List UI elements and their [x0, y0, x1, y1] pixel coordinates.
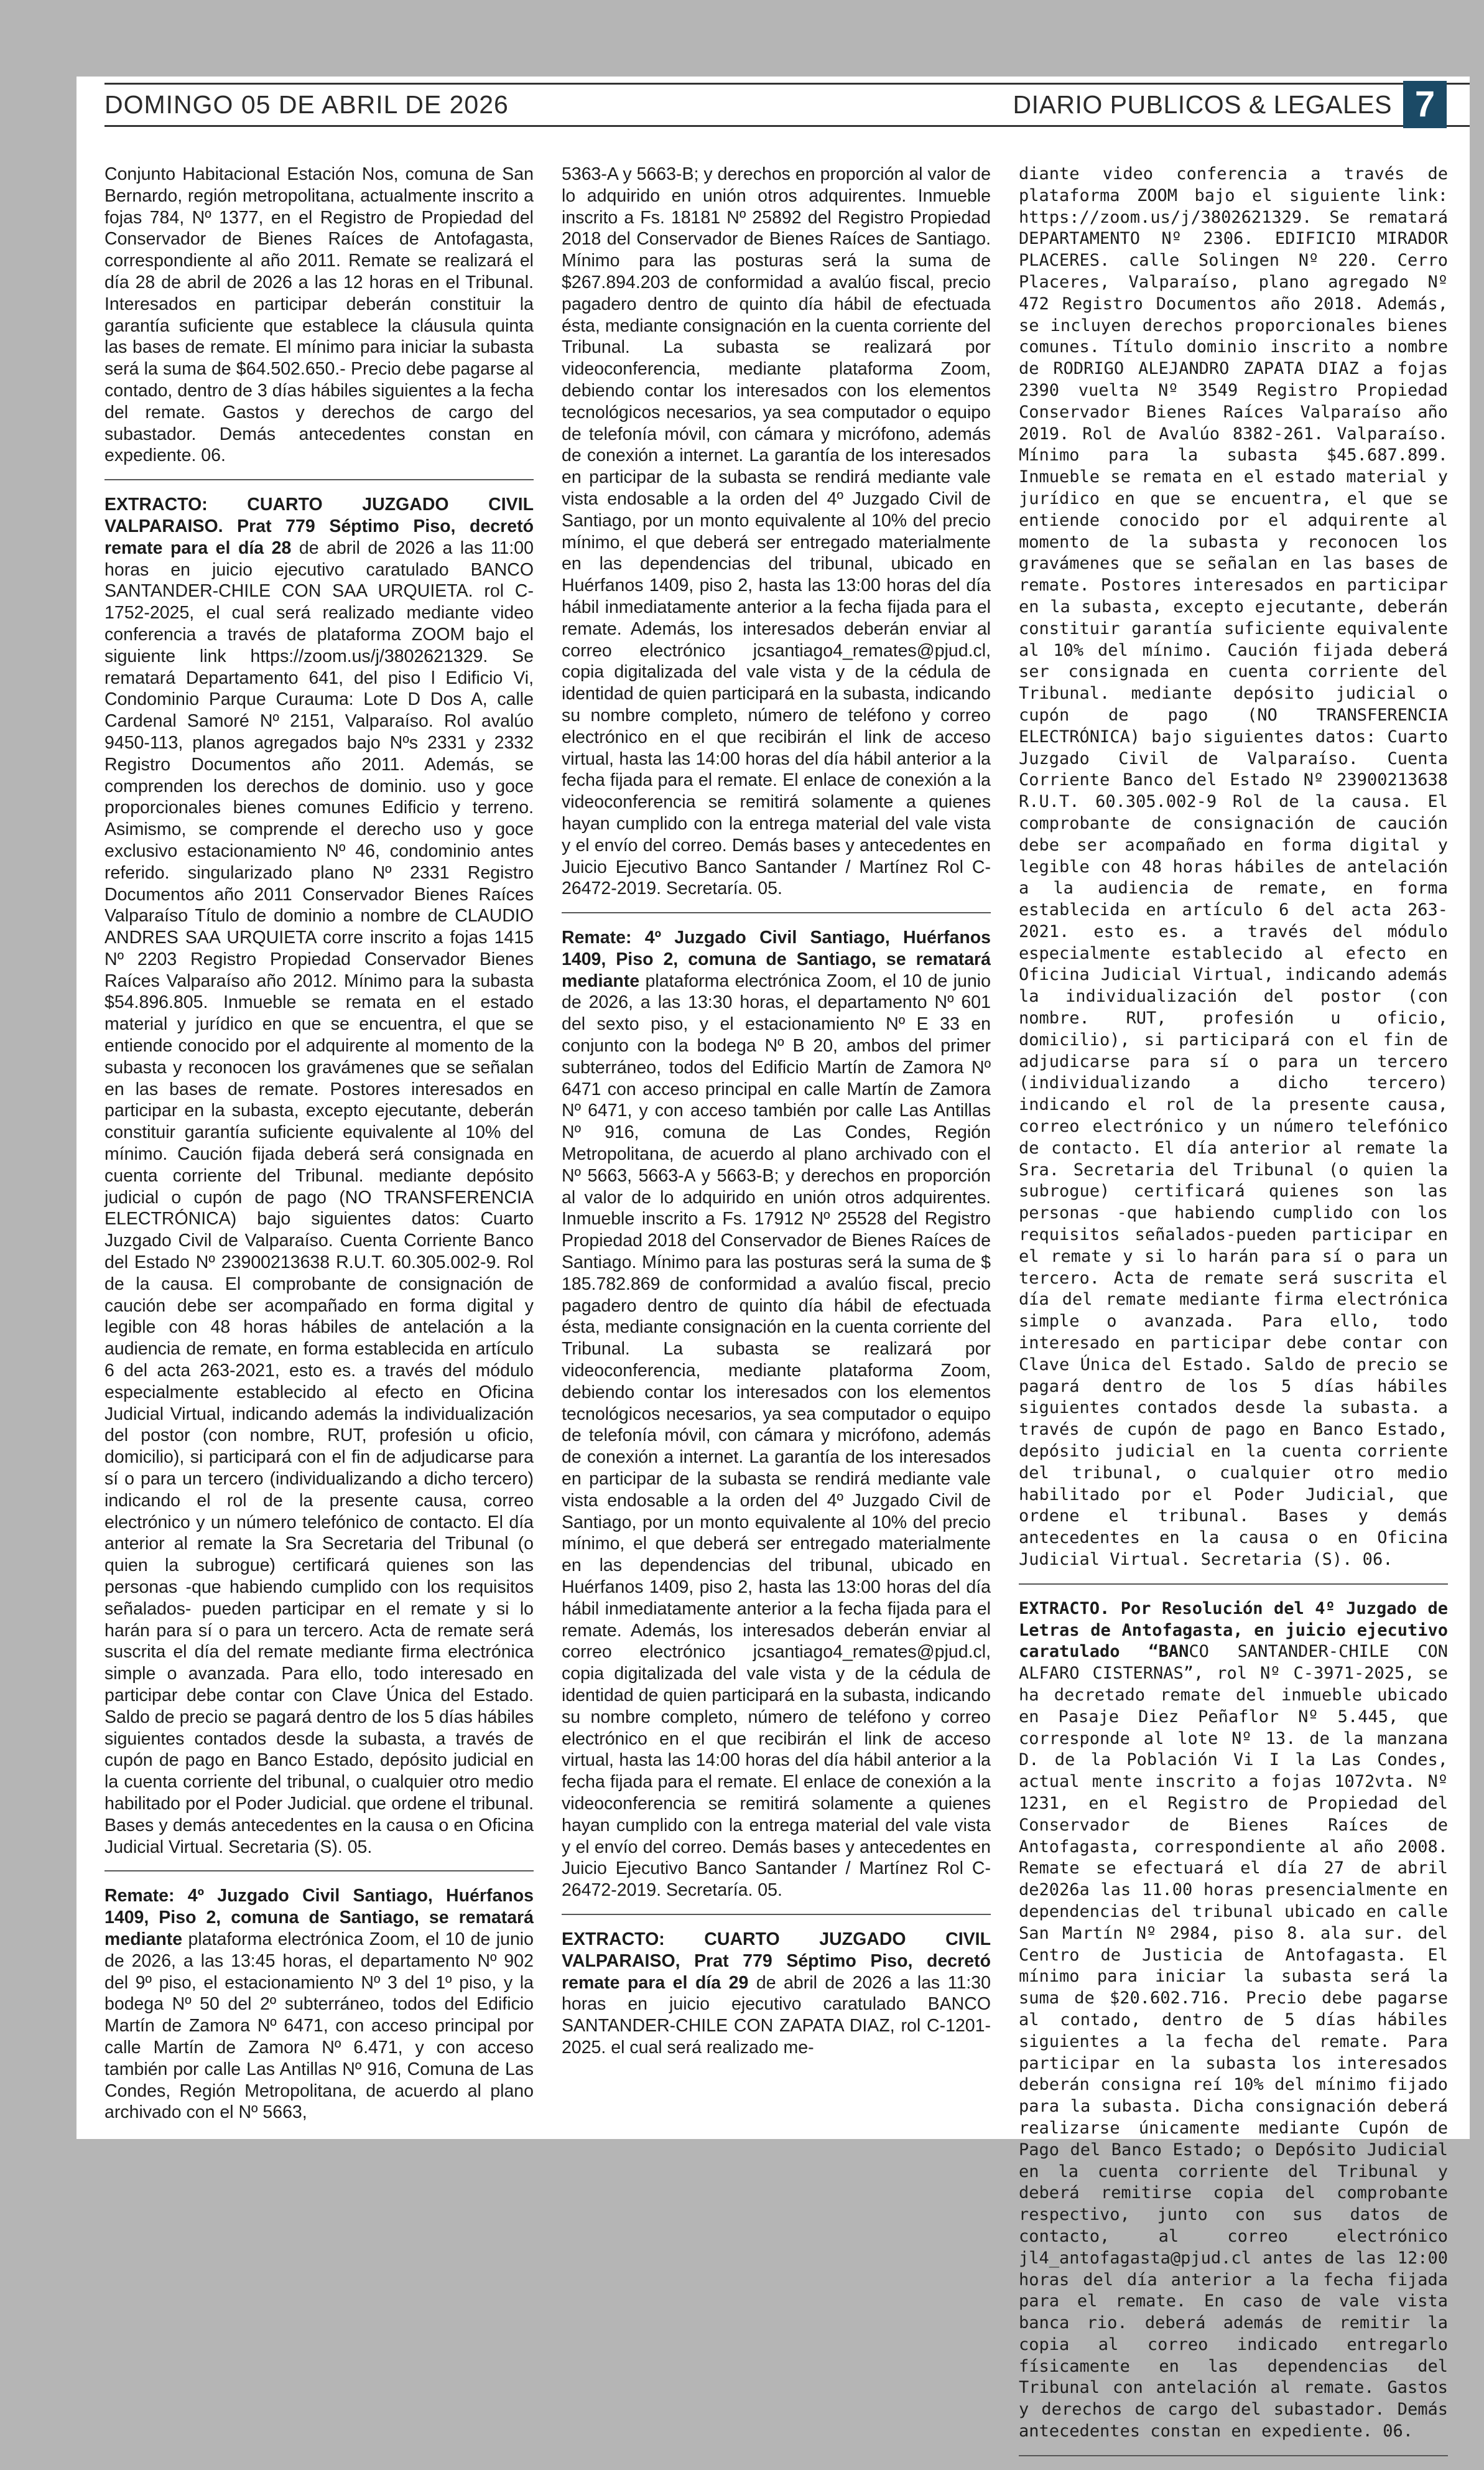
page-number: 7 — [1403, 81, 1447, 128]
header-rule-bottom — [104, 125, 1470, 127]
header-publication: DIARIO PUBLICOS & LEGALES — [1013, 90, 1392, 119]
notice-separator — [562, 912, 991, 913]
column-3 — [1019, 164, 1448, 2470]
notice-remate-santiago — [104, 1885, 534, 2123]
notice-head: Remate: 4º Juzgado Civil Santiago, Huérfanos 1409, Piso 2, comuna de Santiago, se rematará mediante — [104, 1886, 534, 1949]
notice-separator — [104, 1870, 534, 1871]
notice-remate-santiago — [562, 927, 991, 1901]
notice-continuation — [1019, 164, 1448, 1571]
notice-body: CO SANTANDER-CHILE CON ALFARO CISTERNAS”, rol Nº C-3971-2025, se ha decretado remate del inmueble ubicado en Pasaje Diez Peñaflor Nº 5.445, que corresponde al lote Nº 13. de la manzana D. de la Población Vi I la Las Condes, actual mente inscrito a fojas 1072vta. Nº 1231, en el Registro de Propiedad del Conservador de Bienes Raíces de Antofagasta, correspondiente al año 2008. Remate se efectuará el día 27 de abril de2026a las 11.00 horas presencialmente en dependencias del tribunal ubicado en calle San Martín Nº 2984, piso 8. ala sur. del Centro de Justicia de Antofagasta. El mínimo para iniciar la subasta será la suma de $20.602.716. Precio debe pagarse al contado, dentro de 5 días hábiles siguientes a la fecha del remate. Para participar en la subasta los interesados deberán consigna reí 10% del mínimo fijado para la subasta. Dicha consignación deberá realizarse únicamente mediante Cupón de Pago del Banco Estado; o Depósito Judicial en la cuenta corriente del Tribunal y deberá remitirse copia del comprobante respectivo, junto con sus datos de contacto, al correo electrónico jl4_antofagasta@pjud.cl antes de las 12:00 horas del día anterior a la fecha fijada para el remate. En caso de vale vista banca rio. deberá además de remitir la copia al correo indicado entregarlo físicamente en las dependencias del Tribunal con antelación al remate. Gastos y derechos de cargo del subastador. Demás antecedentes constan en expediente. 06. — [1019, 1642, 1448, 2441]
notice-body: plataforma electrónica Zoom, el 10 de junio de 2026, a las 13:45 horas, el departamento Nº 902 del 9º piso, el estacionamiento Nº 3 del 1º piso, y la bodega Nº 50 del 2º subterráneo, todos del Edificio Martín de Zamora Nº 6471, con acceso principal por calle Martín de Zamora Nº 6.471, y con acceso también por calle Las Antillas Nº 916, Comuna de Las Condes, Región Metropolitana, de acuerdo al plano archivado con el Nº 5663, — [104, 1929, 534, 2123]
notice-body: de abril de 2026 a las 11:30 horas en juicio ejecutivo caratulado BANCO SANTANDER-CHILE CON ZAPATA DIAZ, rol C-1201-2025. el cual será realizado me- — [562, 1972, 991, 2058]
notice-separator — [104, 479, 534, 480]
header-rule-top — [104, 83, 1470, 85]
notice-body: Conjunto Habitacional Estación Nos, comuna de San Bernardo, región metropolitana, actualmente inscrito a fojas 784, Nº 1377, en el Registro de Propiedad del Conservador de Bienes Raíces de Antofagasta, correspondiente al año 2011. Remate se realizará el día 28 de abril de 2026 a las 12 horas en el Tribunal. Interesados en participar deberán constituir la garantía suficiente que establece la cláusula quinta las bases de remate. El mínimo para iniciar la subasta será la suma de $64.502.650.- Precio debe pagarse al contado, dentro de 3 días hábiles siguientes a la fecha del remate. Gastos y derechos de cargo del subastador. Demás antecedentes constan en expediente. 06. — [104, 164, 534, 466]
notice-body: plataforma electrónica Zoom, el 10 de junio de 2026, a las 13:30 horas, el departamento Nº 601 del sexto piso, y el estacionamiento Nº E 33 en conjunto con la bodega Nº B 20, ambos del primer subterráneo, todos del Edificio Martín de Zamora Nº 6471 con acceso principal en calle Martín de Zamora Nº 6471, y con acceso también por calle Las Antillas Nº 916, comuna de Las Condes, Región Metropolitana, de acuerdo al plano archivado con el Nº 5663, 5663-A y 5663-B; y derechos en proporción al valor de lo adquirido en unión otros adquirentes. Inmueble inscrito a Fs. 17912 Nº 25528 del Registro Propiedad 2018 del Conservador de Bienes Raíces de Santiago. Mínimo para las posturas será la suma de $ 185.782.869 de conformidad a avalúo fiscal, precio pagadero dentro de quinto día hábil de efectuada ésta, mediante consignación en la cuenta corriente del Tribunal. La subasta se realizará por videoconferencia, mediante plataforma Zoom, debiendo contar los interesados con los elementos tecnológicos necesarios, ya sea computador o equipo de telefonía móvil, con cámara y micrófono, además de conexión a internet. La garantía de los interesados en participar de la subasta se rendirá mediante vale vista endosable a la orden del 4º Juzgado Civil de Santiago, por un monto equivalente al 10% del precio mínimo, el que deberá ser entregado materialmente en las dependencias del tribunal, ubicado en Huérfanos 1409, piso 2, hasta las 13:00 horas del día hábil inmediatamente anterior a la fecha fijada para el remate. Además, los interesados deberán enviar al correo electrónico jcsantiago4_remates@pjud.cl, copia digitalizada del vale vista y de la cédula de identidad de quien participará en la subasta, indicando su nombre completo, número de teléfono y correo electrónico en el que recibirán el link de acceso virtual, hasta las 14:00 horas del día hábil anterior a la fecha fijada para el remate. El enlace de conexión a la videoconferencia se remitirá solamente a quienes hayan cumplido con la entrega material del vale vista y el envío del correo. Demás bases y antecedentes en Juicio Ejecutivo Banco Santander / Martínez Rol C-26472-2019. Secretaría. 05. — [562, 971, 991, 1901]
notice-separator — [1019, 1583, 1448, 1585]
notice-extracto-valparaiso — [562, 1929, 991, 2059]
notice-head: EXTRACTO: CUARTO JUZGADO CIVIL VALPARAISO, Prat 779 Séptimo Piso, decretó remate para el día 29 — [562, 1929, 991, 1993]
notice-continuation — [104, 164, 534, 467]
notice-continuation — [562, 164, 991, 900]
notice-head: Remate: 4º Juzgado Civil Santiago, Huérfanos 1409, Piso 2, comuna de Santiago, se rematará mediante — [562, 928, 991, 991]
notice-separator — [1019, 2455, 1448, 2456]
notice-separator — [562, 1914, 991, 1915]
column-2 — [562, 164, 991, 2059]
notice-body: de abril de 2026 a las 11:00 horas en juicio ejecutivo caratulado BANCO SANTANDER-CHILE CON SAA URQUIETA. rol C-1752-2025, el cual será realizado mediante video conferencia a través de plataforma ZOOM bajo el siguiente link https://zoom.us/j/3802621329. Se rematará Departamento 641, del piso l Edificio Vi, Condominio Parque Curauma: Lote D Dos A, calle Cardenal Samoré Nº 2151, Valparaíso. Rol avalúo 9450-113, planos agregados bajo Nºs 2331 y 2332 Registro Documentos año 2011. Además, se comprenden los derechos de dominio. uso y goce proporcionales bienes comunes Edificio y terreno. Asimismo, se comprende el derecho uso y goce exclusivo estacionamiento Nº 46, condominio antes referido. singularizado plano Nº 2331 Registro Documentos año 2011 Conservador Bienes Raíces Valparaíso Título de dominio a nombre de CLAUDIO ANDRES SAA URQUIETA corre inscrito a fojas 1415 Nº 2203 Registro Propiedad Conservador Bienes Raíces Valparaíso año 2012. Mínimo para la subasta $54.896.805. Inmueble se remata en el estado material y jurídico en que se encuentra, el que se entiende conocido por el adquirente al momento de la subasta y reconocen los gravámenes que se señalan en las bases de remate. Postores interesados en participar en la subasta, excepto ejecutante, deberán constituir garantía suficiente equivalente al 10% del mínimo. Caución fijada deberá será consignada en cuenta corriente del Tribunal. mediante depósito judicial o cupón de pago (NO TRANSFERENCIA ELECTRÓNICA) bajo siguientes datos: Cuarto Juzgado Civil de Valparaíso. Cuenta Corriente Banco del Estado Nº 23900213638 R.U.T. 60.305.002-9. Rol de la causa. El comprobante de consignación de caución debe ser acompañado en forma digital y legible con 48 horas hábiles de antelación a la audiencia de remate, en forma establecida en artículo 6 del acta 263-2021, esto es. a través del módulo especialmente establecido al efecto en Oficina Judicial Virtual, indicando además la individualización del postor (con nombre, RUT, profesión u oficio, domicilio), si participará con el fin de adjudicarse para sí o para un tercero (individualizando a dicho tercero) indicando el rol de la presente causa, correo electrónico y un número telefónico de contacto. El día anterior al remate la Sra Secretaria del Tribunal (o quien la subrogue) certificará quienes son las personas -que habiendo cumplido con los requisitos señalados- pueden participar en el remate y si lo harán para sí o para un tercero. Acta de remate será suscrita el día del remate mediante firma electrónica simple o avanzada. Para ello, todo interesado en participar debe contar con Clave Única del Estado. Saldo de precio se pagará dentro de los 5 días hábiles siguientes contados desde la subasta, a través de cupón de pago en Banco Estado, depósito judicial en la cuenta corriente del tribunal, o cualquier otro medio habilitado por el Poder Judicial. que ordene el tribunal. Bases y demás antecedentes en la causa o en Oficina Judicial Virtual. Secretaria (S). 05. — [104, 538, 534, 1857]
notice-body: 5363-A y 5663-B; y derechos en proporción al valor de lo adquirido en unión otros adquirentes. Inmueble inscrito a Fs. 18181 Nº 25892 del Registro Propiedad 2018 del Conservador de Bienes Raíces de Santiago. Mínimo para las posturas será la suma de $267.894.203 de conformidad a avalúo fiscal, precio pagadero dentro de quinto día hábil de efectuada ésta, mediante consignación en la cuenta corriente del Tribunal. La subasta se realizará por videoconferencia, mediante plataforma Zoom, debiendo contar los interesados con los elementos tecnológicos necesarios, ya sea computador o equipo de telefonía móvil, con cámara y micrófono, además de conexión a internet. La garantía de los interesados en participar de la subasta se rendirá mediante vale vista endosable a la orden del 4º Juzgado Civil de Santiago, por un monto equivalente al 10% del precio mínimo, el que deberá ser entregado materialmente en las dependencias del tribunal, ubicado en Huérfanos 1409, piso 2, hasta las 13:00 horas del día hábil inmediatamente anterior a la fecha fijada para el remate. Además, los interesados deberán enviar al correo electrónico jcsantiago4_remates@pjud.cl, copia digitalizada del vale vista y de la cédula de identidad de quien participará en la subasta, indicando su nombre completo, número de teléfono y correo electrónico en el que recibirán el link de acceso virtual, hasta las 14:00 horas del día hábil anterior a la fecha fijada para el remate. El enlace de conexión a la videoconferencia se remitirá solamente a quienes hayan cumplido con la entrega material del vale vista y el envío del correo. Demás bases y antecedentes en Juicio Ejecutivo Banco Santander / Martínez Rol C-26472-2019. Secretaría. 05. — [562, 164, 991, 899]
notice-head: EXTRACTO. Por Resolución del 4º Juzgado de Letras de Antofagasta, en juicio ejecutivo caratulado “BAN — [1019, 1598, 1448, 1662]
notice-extracto-antofagasta — [1019, 1598, 1448, 2443]
header-date: DOMINGO 05 DE ABRIL DE 2026 — [104, 90, 509, 119]
notice-body: diante video conferencia a través de plataforma ZOOM bajo el siguiente link: https://zoom.us/j/3802621329. Se rematará DEPARTAMENTO Nº 2306. EDIFICIO MIRADOR PLACERES. calle Solingen Nº 220. Cerro Placeres, Valparaíso, plano agregado Nº 472 Registro Documentos año 2018. Además, se incluyen derechos proporcionales bienes comunes. Título dominio inscrito a nombre de RODRIGO ALEJANDRO ZAPATA DIAZ a fojas 2390 vuelta Nº 3549 Registro Propiedad Conservador Bienes Raíces Valparaíso año 2019. Rol de Avalúo 8382-261. Valparaíso. Mínimo para la subasta $45.687.899. Inmueble se remata en el estado material y jurídico en que se encuentra, el que se entiende conocido por el adquirente al momento de la subasta y reconocen los gravámenes que se señalan en las bases de remate. Postores interesados en participar en la subasta, excepto ejecutante, deberán constituir garantía suficiente equivalente al 10% del mínimo. Caución fijada deberá ser consignada en cuenta corriente del Tribunal. mediante depósito judicial o cupón de pago (NO TRANSFERENCIA ELECTRÓNICA) bajo siguientes datos: Cuarto Juzgado Civil de Valparaíso. Cuenta Corriente Banco del Estado Nº 23900213638 R.U.T. 60.305.002-9 Rol de la causa. El comprobante de consignación de caución debe ser acompañado en forma digital y legible con 48 horas hábiles de antelación a la audiencia de remate, en forma establecida en artículo 6 del acta 263-2021. esto es. a través del módulo especialmente establecido al efecto en Oficina Judicial Virtual, indicando además la individualización del postor (con nombre. RUT, profesión u oficio, domicilio), si participará con el fin de adjudicarse para sí o para un tercero (individualizando a dicho tercero) indicando el rol de la presente causa, correo electrónico y un número telefónico de contacto. El día anterior al remate la Sra. Secretaria del Tribunal (o quien la subrogue) certificará quienes son las personas -que habiendo cumplido con los requisitos señalados-pueden participar en el remate y si lo harán para sí o para un tercero. Acta de remate será suscrita el día del remate mediante firma electrónica simple o avanzada. Para ello, todo interesado en participar debe contar con Clave Única del Estado. Saldo de precio se pagará dentro de los 5 días hábiles siguientes contados desde la subasta. a través de cupón de pago en Banco Estado, depósito judicial en la cuenta corriente del tribunal, o cualquier otro medio habilitado por el Poder Judicial, que ordene el tribunal. Bases y demás antecedentes en la causa o en Oficina Judicial Virtual. Secretaria (S). 06. — [1019, 164, 1448, 1569]
column-1 — [104, 164, 534, 2123]
notice-extracto-valparaiso — [104, 494, 534, 1858]
notice-head: EXTRACTO: CUARTO JUZGADO CIVIL VALPARAISO. Prat 779 Séptimo Piso, decretó remate para el día 28 — [104, 495, 534, 558]
newspaper-page — [77, 77, 1470, 2441]
page-header — [104, 83, 1442, 126]
